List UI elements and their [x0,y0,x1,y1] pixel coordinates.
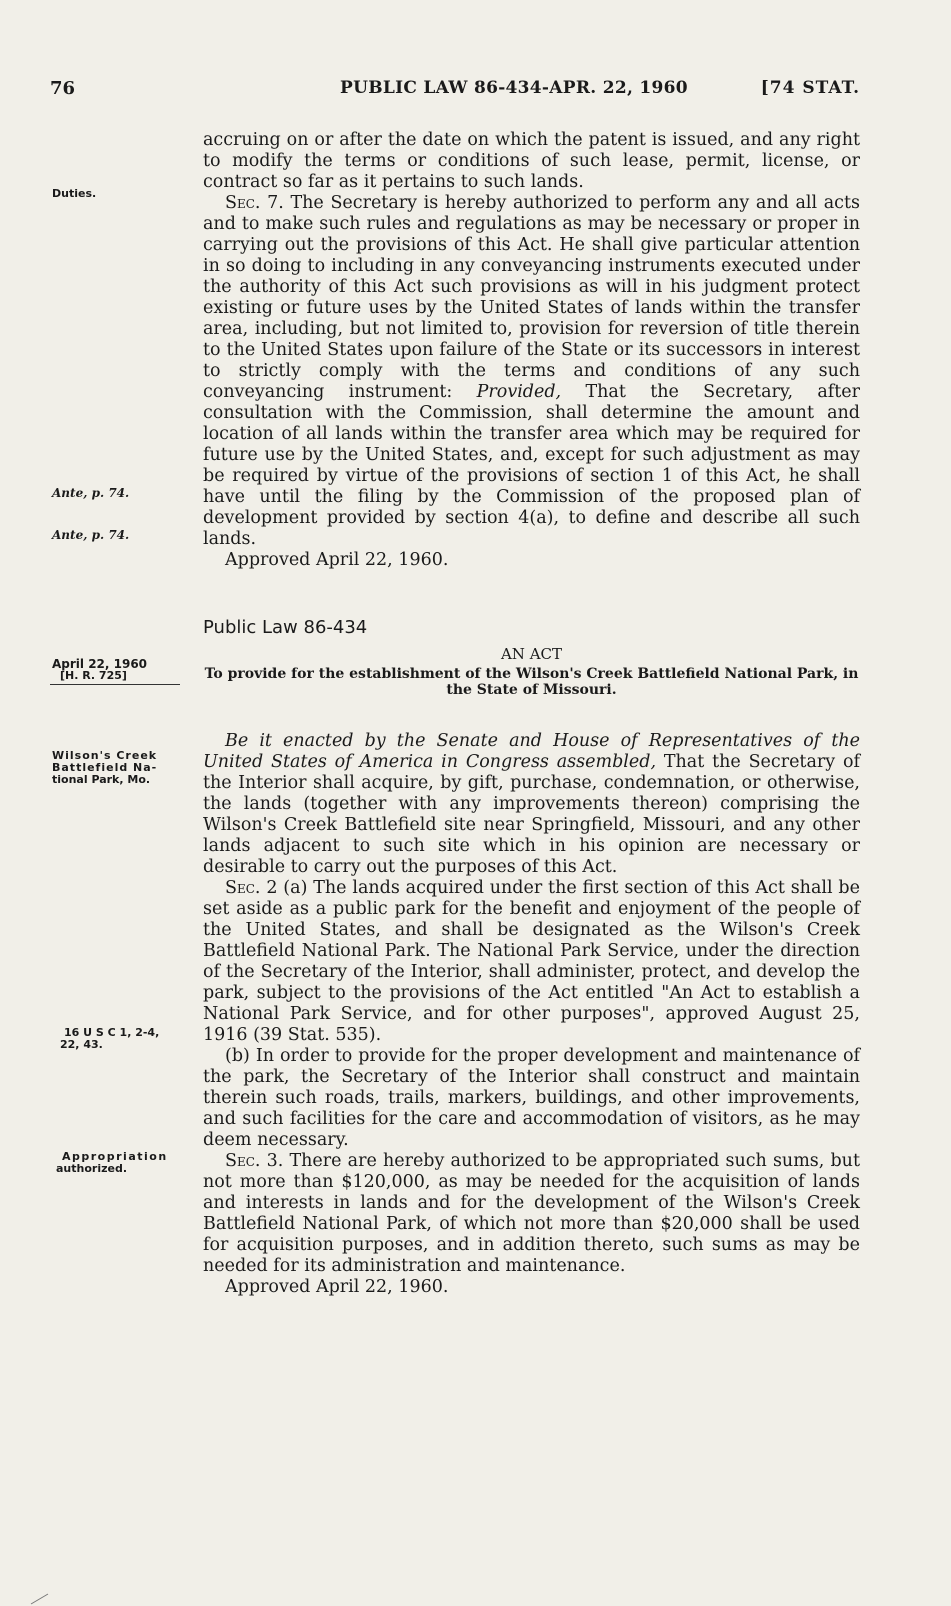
sec2a-paragraph [203,878,860,1046]
margin-note-date: April 22, 1960 [52,657,148,671]
statute-reference: [74 STAT. [760,78,860,98]
page-header [50,78,860,108]
margin-rule [50,684,180,685]
pen-mark-icon [30,1592,50,1606]
margin-note-approp-1: Appropriation [62,1150,168,1163]
sec1-text: That the Secretary of the Interior shall acquire, by gift, purchase, condemnation, or otherwise, the lands (together with any improvements thereon) comprising the Wilson's Creek Battlefield site near Springfield, Missouri, and any other lands adjacent to such site which in his opinion are necessary or desirable to carry out the purposes of this Act. [203,752,860,877]
law-text [203,731,860,1298]
approval-line-1: Approved April 22, 1960. [225,550,449,570]
previous-law-text [203,130,860,571]
approval-line-2: Approved April 22, 1960. [225,1277,449,1297]
sec7-paragraph [203,193,860,550]
sec2-label: Sec. 2 [225,878,278,898]
margin-note-usc-2: 22, 43. [60,1038,103,1051]
sec3-label: Sec. 3. [225,1151,284,1171]
sec2a-text: (a) The lands acquired under the first section of this Act shall be set aside as a public park for the benefit and enjoyment of the people of the United States, and shall be designated as the Wilson's Creek Battlefield National Park. The National Park Service, under the direction of the Secretary of the Interior, shall administer, protect, and develop the park, subject to the provisions of the Act entitled "An Act to establish a National Park Service, and for other purposes", approved August 25, 1916 (39 Stat. 535). [203,878,860,1045]
margin-note-approp-2: authorized. [56,1162,128,1175]
margin-note-park-2: Battlefield Na- [52,761,158,774]
sec3-text: There are hereby authorized to be appropriated such sums, but not more than $120,000, as may be needed for the acquisition of lands and interests in lands and for the development of the Wilson's Creek Battlefield National Park, of which not more than $20,000 shall be used for acquisition purposes, and in addition thereto, such sums as may be needed for its administration and maintenance. [203,1151,860,1276]
sec2b-paragraph: (b) In order to provide for the proper development and maintenance of the park, the Secretary of the Interior shall construct and maintain therein such roads, trails, markers, buildings, and other improvements, and such facilities for the care and accommodation of visitors, as he may deem necessary. [203,1046,860,1150]
margin-note-bill: [H. R. 725] [60,669,127,682]
act-purpose: To provide for the establishment of the Wilson's Creek Battlefield National Park, in the State of Missouri. [204,666,859,698]
margin-note-duties: Duties. [52,187,97,200]
sec1-paragraph [203,731,860,878]
margin-note-park-3: tional Park, Mo. [52,773,151,786]
margin-note-ante-2: Ante, p. 74. [52,528,130,542]
sec7-text-2: That the Secretary, after consultation with the Commission, shall determine the amount and location of all lands within the transfer area which may be required for future use by the United States, and, except for such adjustment as may be required by virtue of the provisions of section 1 of this Act, he shall have until the filing by the Commission of the proposed plan of development provided by section 4(a), to define and describe all such lands. [203,382,860,549]
continuation-paragraph: accruing on or after the date on which the patent is issued, and any right to modify the terms or conditions of such lease, permit, license, or contract so far as it pertains to such lands. [203,130,860,192]
margin-note-usc-1: 16 U S C 1, 2-4, [64,1026,160,1039]
page-number: 76 [50,78,76,99]
sec3-paragraph [203,1151,860,1277]
running-title: PUBLIC LAW 86-434-APR. 22, 1960 [340,78,688,98]
margin-note-ante-1: Ante, p. 74. [52,486,130,500]
margin-note-park-1: Wilson's Creek [52,749,158,762]
provided-keyword: Provided, [476,382,562,402]
sec7-text-1: The Secretary is hereby authorized to perform any and all acts and to make such rules and regulations as may be necessary or proper in carrying out the provisions of this Act. He shall give particular attention in so doing to including in any conveyancing instruments executed under the authority of this Act such provisions as will in his judgment protect existing or future uses by the United States of lands within the transfer area, including, but not limited to, provision for reversion of title therein to the United States upon failure of the State or its successors in interest to strictly comply with the terms and conditions of any such conveyancing instrument: [203,193,860,402]
sec7-label: Sec. 7. [225,193,284,213]
enacting-clause: Be it enacted by the Senate and House of Representatives of the United States of America in Congress assembled, [203,731,860,772]
act-label: AN ACT [500,645,563,663]
public-law-heading: Public Law 86-434 [203,617,368,638]
